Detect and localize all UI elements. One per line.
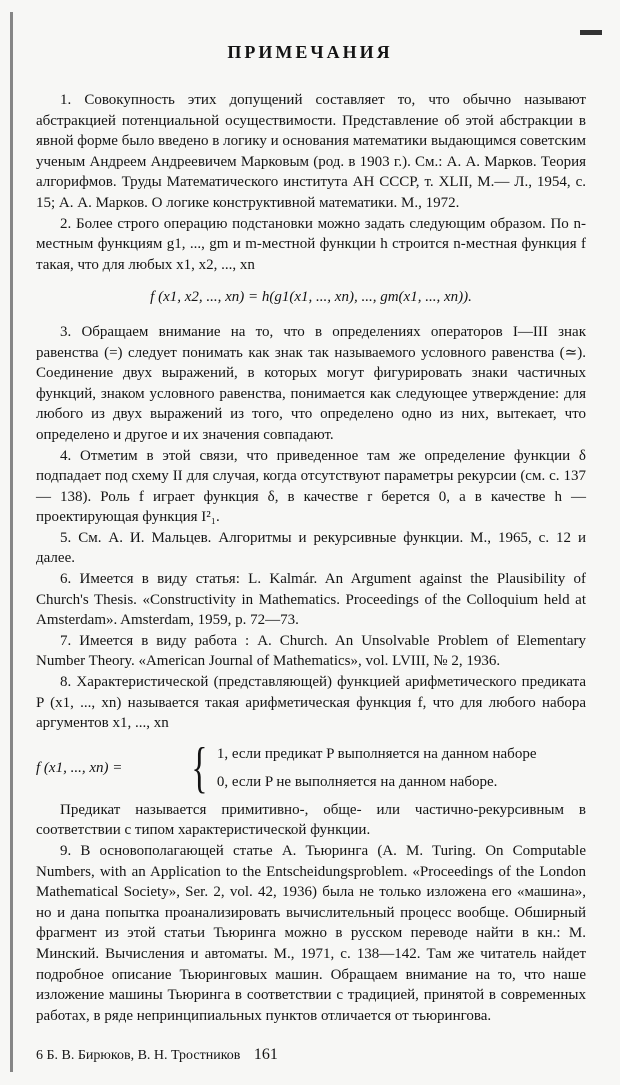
note-8: 8. Характеристической (представляющей) функцией арифметического предиката P (x1, ..., xn) называется такая арифметическая функция f, что для любого набора аргументов x1, ..., xn: [36, 674, 586, 732]
note-1: 1. Совокупность этих допущений составляет то, что обычно называют абстракцией потенциальной осуществимости. Представление об этой абстракции в явной форме было введено в логику и основания математики выдающимся советским ученым Андреем Андреевичем Марковым (род. в 1903 г.). См.: А. А. Марков. Теория алгорифмов. Труды Математического института АН СССР, т. XLII, М.— Л., 1954, с. 15; А. А. Марков. О логике конструктивной математики. М., 1972.: [36, 92, 586, 211]
corner-mark: [580, 30, 602, 35]
note-4: 4. Отметим в этой связи, что приведенное там же определение функции δ подпадает под схему II для случая, когда отсутствуют параметры рекурсии (см. с. 137 — 138). Роль f играет функция δ, в качестве r берется 0, а в качестве h — проектирующая функция I²₁.: [36, 447, 586, 526]
page-title: ПРИМЕЧАНИЯ: [227, 42, 393, 62]
signature-mark: 6 Б. В. Бирюков, В. Н. Тростников: [36, 1048, 241, 1063]
note-7: 7. Имеется в виду работа : A. Church. An Unsolvable Problem of Elementary Number Theory. «American Journal of Mathematics», vol. LVIII, № 2, 1936.: [36, 632, 586, 670]
characteristic-function-formula: [36, 736, 586, 799]
note-3: 3. Обращаем внимание на то, что в определениях операторов I—III знак равенства (=) следует понимать как знак так называемого условного равенства (≃). Соединение двух выражений, в которых могут фигурировать знаки частичных функций, знаком условного равенства, понимается как следующее утверждение: для любого из двух выражений из того, что определено одно из них, вытекает, что определено и другое и их значения совпадают.: [36, 323, 586, 443]
note-9: 9. В основополагающей статье А. Тьюринга (A. M. Turing. On Computable Numbers, with an Application to the Entscheidungsproblem. «Proceedings of the London Mathematical Society», Ser. 2, vol. 42, 1936) была не только изложена его «машина», но и дана попытка проанализировать вычислительный процесс вообще. Обширный фрагмент из этой статьи Тьюринга можно в русском переводе найти в кн.: М. Минский. Вычисления и автоматы. М., 1971, с. 138—142. Там же читатель найдет подробное описание Тьюринговых машин. Обращаем внимание на то, что наше изложение машины Тьюринга в соответствии с традицией, принятой в современных работах, в ряде непринципиальных пунктов отличается от тьюрингова.: [36, 843, 586, 1024]
note-8-continuation: Предикат называется примитивно-, обще- или частично-рекурсивным в соответствии с типом характеристической функции.: [36, 801, 586, 839]
page-number: 161: [253, 1046, 278, 1063]
note-2: 2. Более строго операцию подстановки можно задать следующим образом. По n-местным функциям g1, ..., gm и m-местной функции h строится n-местная функция f такая, что для любых x1, x2, ..., xn: [36, 215, 586, 273]
note-5: 5. См. А. И. Мальцев. Алгоритмы и рекурсивные функции. М., 1965, с. 12 и далее.: [36, 529, 586, 567]
piecewise-lhs: f (x1, ..., xn) =: [36, 759, 123, 776]
curly-brace: {: [191, 736, 208, 799]
page-footer: [36, 1046, 586, 1064]
piecewise-case-1: 1, если предикат P выполняется на данном наборе: [216, 745, 537, 762]
piecewise-cases: [217, 740, 586, 796]
notes-body: [36, 90, 586, 1026]
piecewise-case-2: 0, если P не выполняется на данном наборе.: [216, 773, 498, 790]
page-margin-rule: [10, 12, 13, 1072]
note-6: 6. Имеется в виду статья: L. Kalmár. An Argument against the Plausibility of Church's Thesis. «Constructivity in Mathematics. Proceedings of the Colloquium held at Amsterdam». Amsterdam, 1959, p. 72—73.: [36, 571, 586, 629]
substitution-formula: f (x1, x2, ..., xn) = h(g1(x1, ..., xn), ..., gm(x1, ..., xn)).: [150, 289, 472, 306]
